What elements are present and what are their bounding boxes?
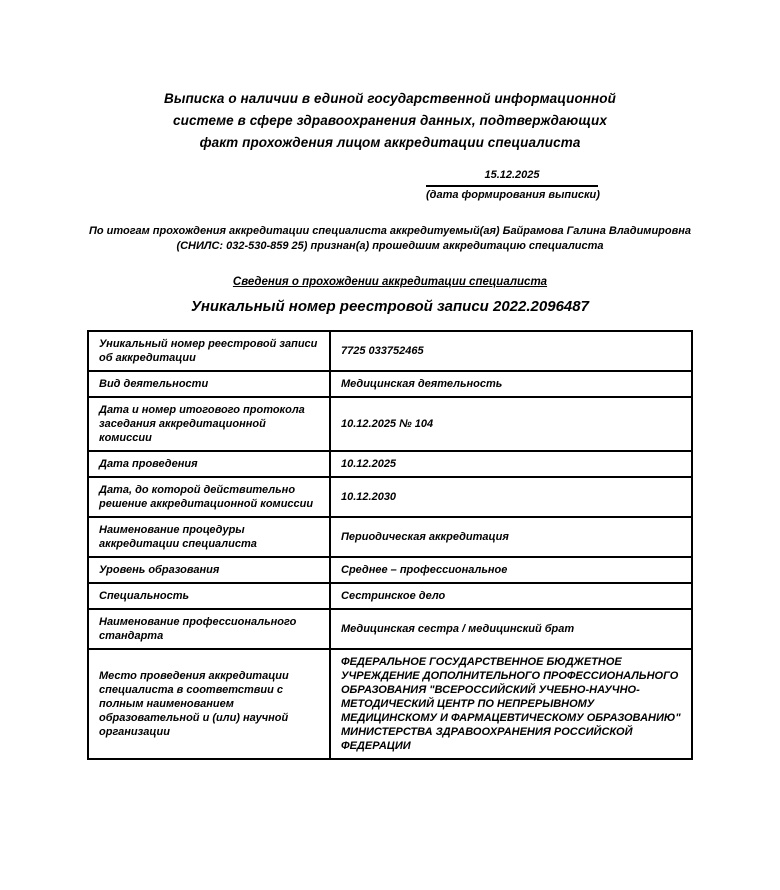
formation-date-caption: (дата формирования выписки) xyxy=(426,185,598,202)
table-row xyxy=(88,649,692,759)
row-label-cell: Специальность xyxy=(88,583,330,609)
table-row xyxy=(88,609,692,649)
registry-number-heading: Уникальный номер реестровой записи 2022.2096487 xyxy=(191,298,589,315)
row-value-cell: ФЕДЕРАЛЬНОЕ ГОСУДАРСТВЕННОЕ БЮДЖЕТНОЕ УЧРЕЖДЕНИЕ ДОПОЛНИТЕЛЬНОГО ПРОФЕССИОНАЛЬНОГО ОБРАЗОВАНИЯ "ВСЕРОССИЙСКИЙ УЧЕБНО-НАУЧНО-МЕТОДИЧЕСКИЙ ЦЕНТР ПО НЕПРЕРЫВНОМУ МЕДИЦИНСКОМУ И ФАРМАЦЕВТИЧЕСКОМУ ОБРАЗОВАНИЮ" МИНИСТЕРСТВА ЗДРАВООХРАНЕНИЯ РОССИЙСКОЙ ФЕДЕРАЦИИ xyxy=(330,649,692,759)
table-row xyxy=(88,477,692,517)
table-row xyxy=(88,331,692,371)
row-value-cell: Периодическая аккредитация xyxy=(330,517,692,557)
row-value-cell: 10.12.2025 xyxy=(330,451,692,477)
row-label-cell: Дата, до которой действительно решение аккредитационной комиссии xyxy=(88,477,330,517)
row-value-cell: 7725 033752465 xyxy=(330,331,692,371)
row-label-cell: Уровень образования xyxy=(88,557,330,583)
document-title: Выписка о наличии в единой государственной информационной системе в сфере здравоохранения данных, подтверждающих факт прохождения лицом аккредитации специалиста xyxy=(163,91,616,150)
row-label-cell: Дата и номер итогового протокола заседания аккредитационной комиссии xyxy=(88,397,330,451)
row-value-cell: Среднее – профессиональное xyxy=(330,557,692,583)
formation-date-value: 15.12.2025 xyxy=(484,169,540,181)
table-row xyxy=(88,451,692,477)
accreditation-table xyxy=(87,330,693,760)
row-label-cell: Дата проведения xyxy=(88,451,330,477)
table-row xyxy=(88,371,692,397)
row-label-cell: Уникальный номер реестровой записи об аккредитации xyxy=(88,331,330,371)
table-row xyxy=(88,397,692,451)
section-heading: Сведения о прохождении аккредитации специалиста xyxy=(232,276,548,288)
accreditation-result-paragraph: По итогам прохождения аккредитации специалиста аккредитуемый(ая) Байрамова Галина Владимировна (СНИЛС: 032-530-859 25) признан(а) прошедшим аккредитацию специалиста xyxy=(88,225,692,252)
row-label-cell: Наименование процедуры аккредитации специалиста xyxy=(88,517,330,557)
accreditation-table-body xyxy=(88,331,692,759)
table-row xyxy=(88,583,692,609)
row-label-cell: Наименование профессионального стандарта xyxy=(88,609,330,649)
row-value-cell: Медицинская деятельность xyxy=(330,371,692,397)
table-row xyxy=(88,557,692,583)
formation-date-block xyxy=(426,168,598,202)
row-value-cell: Сестринское дело xyxy=(330,583,692,609)
row-label-cell: Место проведения аккредитации специалиста в соответствии с полным наименованием образовательной и (или) научной организации xyxy=(88,649,330,759)
row-value-cell: 10.12.2030 xyxy=(330,477,692,517)
row-label-cell: Вид деятельности xyxy=(88,371,330,397)
table-row xyxy=(88,517,692,557)
row-value-cell: 10.12.2025 № 104 xyxy=(330,397,692,451)
row-value-cell: Медицинская сестра / медицинский брат xyxy=(330,609,692,649)
